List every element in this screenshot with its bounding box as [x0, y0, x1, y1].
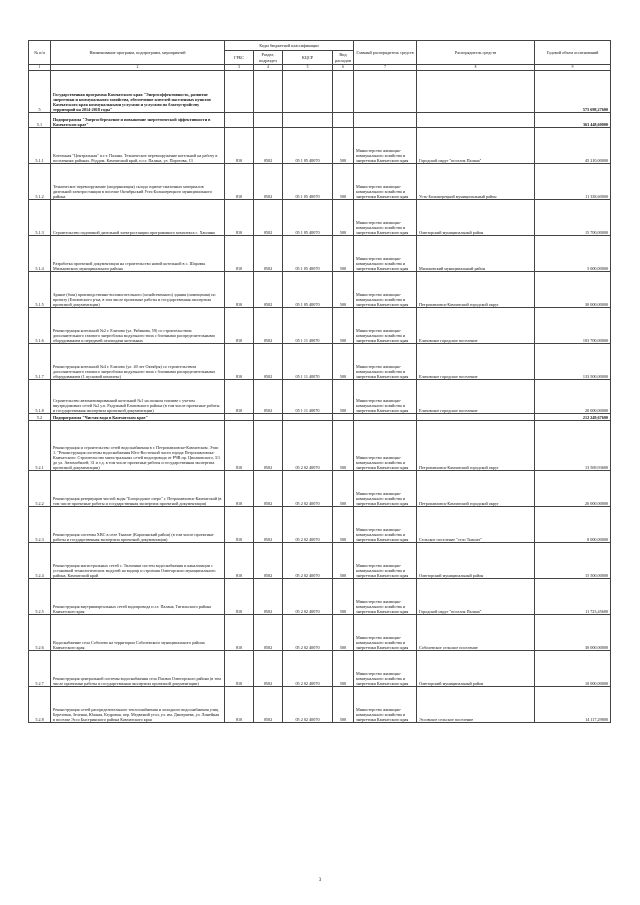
row-number: 5.2.5 [29, 579, 51, 615]
table-row [29, 71, 611, 113]
kcsr-code: 05 1 05 40070 [283, 164, 333, 200]
main-manager [354, 414, 417, 421]
grbs-code: 810 [225, 272, 254, 308]
column-number: 9 [535, 65, 611, 71]
section-code: 0502 [254, 272, 283, 308]
main-manager: Министерство жилищно-коммунального хозяйства и энергетики Камчатского края [354, 308, 417, 344]
table-row [29, 113, 611, 128]
item-name: Реконструкция сетей распределительного теплоснабжения и холодного водоснабжения улиц Березовая, Зеленая, Южная, Кедровая, пер. Медвежий угол, ул. им. Дмитриева, ул. Линейная в поселке Эссо Быстринского района Камчатского края [51, 687, 225, 723]
expense-type: 500 [333, 380, 354, 414]
grbs-code: 810 [225, 687, 254, 723]
grbs-code: 810 [225, 128, 254, 164]
kcsr-code [283, 71, 333, 113]
grbs-code: 810 [225, 421, 254, 471]
fund-recipient: Мильковский муниципальный район [417, 236, 535, 272]
annual-amount: 575 698,27600 [535, 71, 611, 113]
grbs-code: 810 [225, 380, 254, 414]
header-amount: Годовой объем ассигнований [535, 41, 611, 65]
fund-recipient: Елизовское городское поселение [417, 380, 535, 414]
main-manager: Министерство жилищно-коммунального хозяйства и энергетики Камчатского края [354, 687, 417, 723]
fund-recipient: Олюторский муниципальный район [417, 543, 535, 579]
column-number: 6 [333, 65, 354, 71]
annual-amount: 30 000,00000 [535, 272, 611, 308]
expense-type: 500 [333, 236, 354, 272]
grbs-code [225, 113, 254, 128]
table-row [29, 200, 611, 236]
section-code: 0502 [254, 344, 283, 380]
expense-type: 500 [333, 651, 354, 687]
column-number: 3 [225, 65, 254, 71]
page-number: 3 [318, 878, 322, 883]
column-number: 5 [283, 65, 333, 71]
annual-amount: 20 000,00000 [535, 380, 611, 414]
kcsr-code: 05 2 02 40070 [283, 579, 333, 615]
row-number: 5.1.4 [29, 236, 51, 272]
annual-amount: 11 338,60000 [535, 164, 611, 200]
item-name: Реконструкция внутриквартальных сетей водопровода п.г.т. Палана, Тигильского района Камчатского края [51, 579, 225, 615]
expense-type: 500 [333, 687, 354, 723]
annual-amount: 13 569,93600 [535, 421, 611, 471]
row-number: 5.1.2 [29, 164, 51, 200]
header-manager: Главный распорядитель средств [354, 41, 417, 65]
row-number: 5.1.7 [29, 344, 51, 380]
annual-amount: 15 700,00000 [535, 200, 611, 236]
section-code: 0502 [254, 471, 283, 507]
fund-recipient [417, 414, 535, 421]
row-number: 5.2 [29, 414, 51, 421]
kcsr-code: 05 1 11 40070 [283, 344, 333, 380]
kcsr-code: 05 2 02 40070 [283, 651, 333, 687]
item-name: Техническое перевооружение (модернизация) склада горюче-смазочных материалов дизельной электростанции в поселке Октябрьский Усть-Большерецкого муниципального района [51, 164, 225, 200]
kcsr-code: 05 2 02 40070 [283, 687, 333, 723]
fund-recipient [417, 71, 535, 113]
section-code [254, 71, 283, 113]
kcsr-code: 05 2 02 40070 [283, 615, 333, 651]
fund-recipient: Городской округ "поселок Палана" [417, 579, 535, 615]
table-row [29, 421, 611, 471]
row-number: 5.2.4 [29, 543, 51, 579]
expense-type: 500 [333, 164, 354, 200]
row-number: 5.1.1 [29, 128, 51, 164]
annual-amount: 30 000,00000 [535, 615, 611, 651]
item-name: Реконструкция котельной №2 г. Елизово (ул. Рябикова, 59) со строительством дополнительного газового энергоблока модульного типа с блочными распределительными оборудованием и передачей газоподачи котельных [51, 308, 225, 344]
annual-amount: 11 723,45600 [535, 579, 611, 615]
fund-recipient: Петропавловск-Камчатский городской округ [417, 272, 535, 308]
row-number: 5.1.8 [29, 380, 51, 414]
header-vr: Вид расходов [333, 51, 354, 65]
expense-type: 500 [333, 128, 354, 164]
kcsr-code: 05 1 05 40070 [283, 236, 333, 272]
grbs-code: 810 [225, 579, 254, 615]
annual-amount: 10 000,00000 [535, 651, 611, 687]
table-row [29, 579, 611, 615]
annual-amount: 20 000,00000 [535, 471, 611, 507]
annual-amount: 133 500,00000 [535, 344, 611, 380]
fund-recipient: Усть-Большерецкий муниципальный район [417, 164, 535, 200]
section-code: 0502 [254, 128, 283, 164]
main-manager: Министерство жилищно-коммунального хозяйства и энергетики Камчатского края [354, 543, 417, 579]
item-name: Реконструкция центральной системы водоснабжения села Пахачи Олюторского района (в том числе проектные работы и государственная экспертиза проектной документации) [51, 651, 225, 687]
row-number: 5.2.8 [29, 687, 51, 723]
section-code: 0502 [254, 380, 283, 414]
item-name: Котельная "Центральная" п.г.т. Палана. Техническое перевооружение котельной на работу в поселениях районах. Роддом. Камчатский край, п.г.т. Палана, ул. Поротова, 13 [51, 128, 225, 164]
item-name: Реконструкция котельной №4 г. Елизово (ул. 40 лет Октября) со строительством дополнительного газового энергоблока модульного типа с блочными распределительными оборудованием (1 пусковой комплекс) [51, 344, 225, 380]
grbs-code: 810 [225, 543, 254, 579]
header-codes-group: Коды бюджетной классификации [225, 41, 354, 51]
fund-recipient: Петропавловск-Камчатский городской округ [417, 471, 535, 507]
annual-amount: 15 500,00000 [535, 543, 611, 579]
table-row [29, 272, 611, 308]
expense-type [333, 113, 354, 128]
grbs-code: 810 [225, 651, 254, 687]
main-manager: Министерство жилищно-коммунального хозяйства и энергетики Камчатского края [354, 579, 417, 615]
row-number: 5.2.2 [29, 471, 51, 507]
annual-amount: 8 000,00000 [535, 507, 611, 543]
grbs-code: 810 [225, 615, 254, 651]
table-row [29, 687, 611, 723]
item-name: Разработка проектной документации на строительство новой котельной в с. Шаромы Мильковского муниципального района [51, 236, 225, 272]
main-manager: Министерство жилищно-коммунального хозяйства и энергетики Камчатского края [354, 200, 417, 236]
expense-type: 500 [333, 543, 354, 579]
kcsr-code: 05 1 05 40070 [283, 272, 333, 308]
column-number: 2 [51, 65, 225, 71]
kcsr-code: 05 2 02 40070 [283, 421, 333, 471]
fund-recipient: Соболевское сельское поселение [417, 615, 535, 651]
expense-type: 500 [333, 421, 354, 471]
table-row [29, 414, 611, 421]
section-code: 0502 [254, 507, 283, 543]
main-manager: Министерство жилищно-коммунального хозяйства и энергетики Камчатского края [354, 380, 417, 414]
annual-amount: 363 448,60000 [535, 113, 611, 128]
header-grbs: ГРБС [225, 51, 254, 65]
section-code [254, 113, 283, 128]
main-manager: Министерство жилищно-коммунального хозяйства и энергетики Камчатского края [354, 421, 417, 471]
row-number: 5.1.6 [29, 308, 51, 344]
expense-type [333, 414, 354, 421]
main-manager: Министерство жилищно-коммунального хозяйства и энергетики Камчатского края [354, 615, 417, 651]
expense-type: 500 [333, 344, 354, 380]
table-row [29, 344, 611, 380]
grbs-code [225, 414, 254, 421]
item-name: Государственная программа Камчатского края "Энергоэффективность, развитие энергетики и коммунального хозяйства, обеспечение жителей населенных пунктов Камчатского края коммунальными услугами и услугами по благоустройству территорий на 2014-2018 годы" [51, 71, 225, 113]
row-number: 5.2.3 [29, 507, 51, 543]
annual-amount: 45 210,00000 [535, 128, 611, 164]
expense-type: 500 [333, 507, 354, 543]
item-name: Реконструкция резервуаров чистой воды "Богородское озеро" г. Петропавловск-Камчатский (в том числе проектные работы и государственная экспертиза проектной документации) [51, 471, 225, 507]
section-code: 0502 [254, 651, 283, 687]
budget-table [28, 40, 611, 723]
header-name: Наименование программ, подпрограмм, мероприятий [51, 41, 225, 65]
grbs-code: 810 [225, 471, 254, 507]
fund-recipient: Городской округ "поселок Палана" [417, 128, 535, 164]
expense-type: 500 [333, 579, 354, 615]
expense-type: 500 [333, 471, 354, 507]
expense-type: 500 [333, 200, 354, 236]
main-manager [354, 113, 417, 128]
main-manager: Министерство жилищно-коммунального хозяйства и энергетики Камчатского края [354, 507, 417, 543]
fund-recipient: Сельское поселение "село Тымлат" [417, 507, 535, 543]
kcsr-code: 05 1 11 40070 [283, 380, 333, 414]
kcsr-code [283, 414, 333, 421]
main-manager: Министерство жилищно-коммунального хозяйства и энергетики Камчатского края [354, 164, 417, 200]
fund-recipient: Елизовское городское поселение [417, 308, 535, 344]
main-manager: Министерство жилищно-коммунального хозяйства и энергетики Камчатского края [354, 128, 417, 164]
item-name: Подпрограмма "Энергосбережение и повышение энергетической эффективности в Камчатском крае" [51, 113, 225, 128]
table-row [29, 164, 611, 200]
item-name: Строительство подземной дизельной электростанции программного комплекса с. Хаилино [51, 200, 225, 236]
table-row [29, 615, 611, 651]
column-number: 7 [354, 65, 417, 71]
fund-recipient: Эссовское сельское поселение [417, 687, 535, 723]
row-number: 5.1.5 [29, 272, 51, 308]
main-manager [354, 71, 417, 113]
header-kcsr: КЦСР [283, 51, 333, 65]
kcsr-code: 05 1 05 40070 [283, 200, 333, 236]
header-recipient: Распорядитель средств [417, 41, 535, 65]
section-code: 0502 [254, 615, 283, 651]
section-code: 0502 [254, 579, 283, 615]
fund-recipient: Олюторский муниципальный район [417, 651, 535, 687]
annual-amount: 5 000,00000 [535, 236, 611, 272]
column-number: 1 [29, 65, 51, 71]
main-manager: Министерство жилищно-коммунального хозяйства и энергетики Камчатского края [354, 651, 417, 687]
table-row [29, 236, 611, 272]
table-row [29, 471, 611, 507]
row-number: 5.2.1 [29, 421, 51, 471]
item-name: Здание (база) производственно-вспомогательного (хозяйственного) здания (помещения) по проекту (Елизовского р-на, в том числе проектные работы и государственная экспертиза проектной документации) [51, 272, 225, 308]
section-code: 0502 [254, 308, 283, 344]
grbs-code: 810 [225, 200, 254, 236]
annual-amount: 14 117,29800 [535, 687, 611, 723]
table-row [29, 128, 611, 164]
header-rzpr: Раздел, подраздел [254, 51, 283, 65]
column-number: 4 [254, 65, 283, 71]
header-num: № п/п [29, 41, 51, 65]
table-row [29, 543, 611, 579]
kcsr-code: 05 1 11 40070 [283, 308, 333, 344]
main-manager: Министерство жилищно-коммунального хозяйства и энергетики Камчатского края [354, 344, 417, 380]
grbs-code: 810 [225, 236, 254, 272]
main-manager: Министерство жилищно-коммунального хозяйства и энергетики Камчатского края [354, 272, 417, 308]
row-number: 5.2.6 [29, 615, 51, 651]
section-code: 0502 [254, 687, 283, 723]
row-number: 5.1 [29, 113, 51, 128]
kcsr-code [283, 113, 333, 128]
table-row [29, 308, 611, 344]
grbs-code [225, 71, 254, 113]
fund-recipient [417, 113, 535, 128]
item-name: Реконструкция системы ХВС в селе Тымлат (Карагинский район) (в том числе проектные работы и государственная экспертиза проектной документации) [51, 507, 225, 543]
item-name: Подпрограмма "Чистая вода в Камчатском крае" [51, 414, 225, 421]
row-number: 5.2.7 [29, 651, 51, 687]
table-row [29, 651, 611, 687]
row-number: 5.1.3 [29, 200, 51, 236]
table-body [29, 71, 611, 723]
table-row [29, 507, 611, 543]
section-code: 0502 [254, 200, 283, 236]
fund-recipient: Елизовское городское поселение [417, 344, 535, 380]
section-code: 0502 [254, 236, 283, 272]
grbs-code: 810 [225, 507, 254, 543]
expense-type [333, 71, 354, 113]
expense-type: 500 [333, 615, 354, 651]
grbs-code: 810 [225, 308, 254, 344]
header-row-1 [29, 41, 611, 51]
kcsr-code: 05 2 02 40070 [283, 507, 333, 543]
section-code: 0502 [254, 543, 283, 579]
fund-recipient: Петропавловск-Камчатский городской округ [417, 421, 535, 471]
item-name: Реконструкция магистральных сетей с. Тиличики систем водоснабжения и канализации с установкой технологических модулей на водопр и строения Олюторского муниципального района, Камчатский край [51, 543, 225, 579]
item-name: Водоснабжение села Соболево на территории Соболевского муниципального района Камчатского края [51, 615, 225, 651]
grbs-code: 810 [225, 164, 254, 200]
annual-amount: 103 700,00000 [535, 308, 611, 344]
section-code: 0502 [254, 421, 283, 471]
column-number: 8 [417, 65, 535, 71]
item-name: Строительство автоматизированной котельной №1 на полном топливе с учетом внутридомовых сетей №2 у.п. Радужный Елизовского района (в том числе проектные работы и государственная экспертиза проектной документации) [51, 380, 225, 414]
item-name: Реконструкция и строительство сетей водоснабжения в г. Петропавловске-Камчатском. Этап 1. "Реконструкция системы водоснабжения Юго-Восточной части города Петропавловска-Камчатского. Строительство магистральных сетей водопровода от РЧВ пр. Циолковского, 3/1 до ул. Автомобилей, 31 и т.д. в том числе проектные работы и государственная экспертиза проектной документации) [51, 421, 225, 471]
annual-amount: 212 249,67600 [535, 414, 611, 421]
fund-recipient: Олюторский муниципальный район [417, 200, 535, 236]
expense-type: 500 [333, 308, 354, 344]
kcsr-code: 05 2 02 40070 [283, 543, 333, 579]
section-code: 0502 [254, 164, 283, 200]
section-code [254, 414, 283, 421]
expense-type: 500 [333, 272, 354, 308]
kcsr-code: 05 2 02 40070 [283, 471, 333, 507]
table-row [29, 380, 611, 414]
grbs-code: 810 [225, 344, 254, 380]
main-manager: Министерство жилищно-коммунального хозяйства и энергетики Камчатского края [354, 471, 417, 507]
main-manager: Министерство жилищно-коммунального хозяйства и энергетики Камчатского края [354, 236, 417, 272]
kcsr-code: 05 1 05 40070 [283, 128, 333, 164]
row-number: 5 [29, 71, 51, 113]
